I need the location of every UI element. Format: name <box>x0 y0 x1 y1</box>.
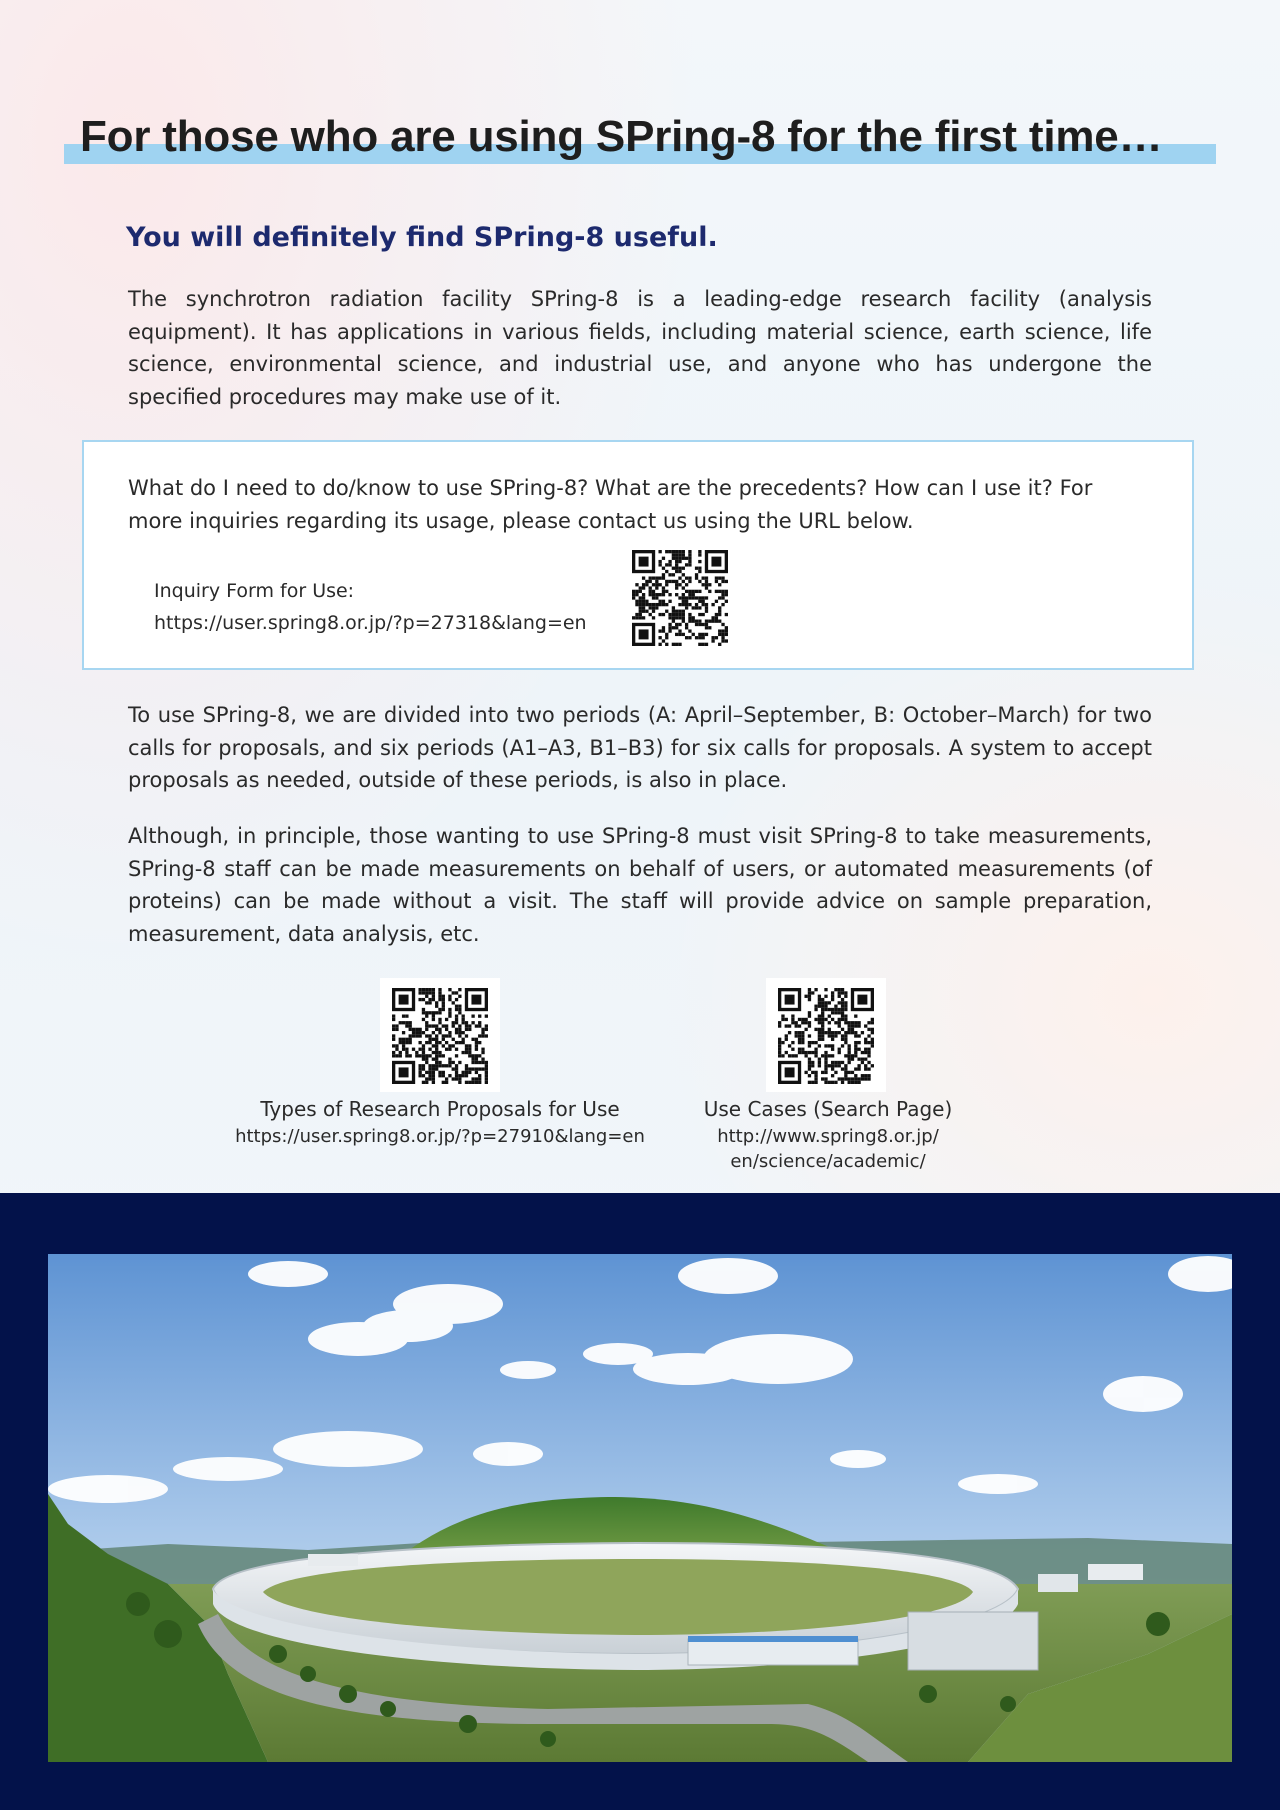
headline-block <box>64 112 1216 168</box>
qr-code-icon <box>632 550 728 646</box>
facility-aerial-photo <box>48 1254 1232 1762</box>
qr-card-proposal-types <box>380 978 500 1092</box>
periods-paragraph: To use SPring-8, we are divided into two periods (A: April–September, B: October–March) for two calls for proposals, and six periods (A1–A3, B1–B3) for six calls for proposals. A system to accept proposals as needed, outside of these periods, is also in place. <box>128 703 1152 792</box>
qr-card-use-cases <box>766 978 886 1092</box>
intro-paragraph: The synchrotron radiation facility SPring-8 is a leading-edge research facility (analysis equipment). It has applications in various fields, including material science, earth science, life science, environmental science, and industrial use, and anyone who has undergone the specified procedures may make use of it. <box>128 287 1152 409</box>
visit-paragraph: Although, in principle, those wanting to use SPring-8 must visit SPring-8 to take measurements, SPring-8 staff can be made measurements on behalf of users, or automated measurements (of proteins) can be made without a visit. The staff will provide advice on sample preparation, measurement, data analysis, etc. <box>128 824 1152 946</box>
use-cases-url-link[interactable]: http://www.spring8.or.jp/ <box>717 1126 939 1147</box>
qr-code-icon <box>778 988 874 1084</box>
qr-code-icon <box>392 988 488 1084</box>
proposal-types-title: Types of Research Proposals for Use <box>260 1097 620 1121</box>
inquiry-box <box>82 440 1194 670</box>
use-cases-url-link-continued[interactable]: en/science/academic/ <box>730 1151 926 1172</box>
page-title: For those who are using SPring-8 for the first time… <box>80 112 1163 161</box>
facility-photo-illustration <box>48 1254 1232 1762</box>
section-subhead: You will definitely find SPring-8 useful. <box>126 222 718 253</box>
inquiry-url-link[interactable]: https://user.spring8.or.jp/?p=27318&lang=en <box>154 612 587 634</box>
proposal-types-url-link[interactable]: https://user.spring8.or.jp/?p=27910&lang=en <box>235 1126 645 1147</box>
inquiry-text: What do I need to do/know to use SPring-8? What are the precedents? How can I use it? For more inquiries regarding its usage, please contact us using the URL below. <box>128 476 1093 533</box>
use-cases-title: Use Cases (Search Page) <box>703 1097 953 1121</box>
inquiry-label: Inquiry Form for Use: <box>154 580 355 602</box>
